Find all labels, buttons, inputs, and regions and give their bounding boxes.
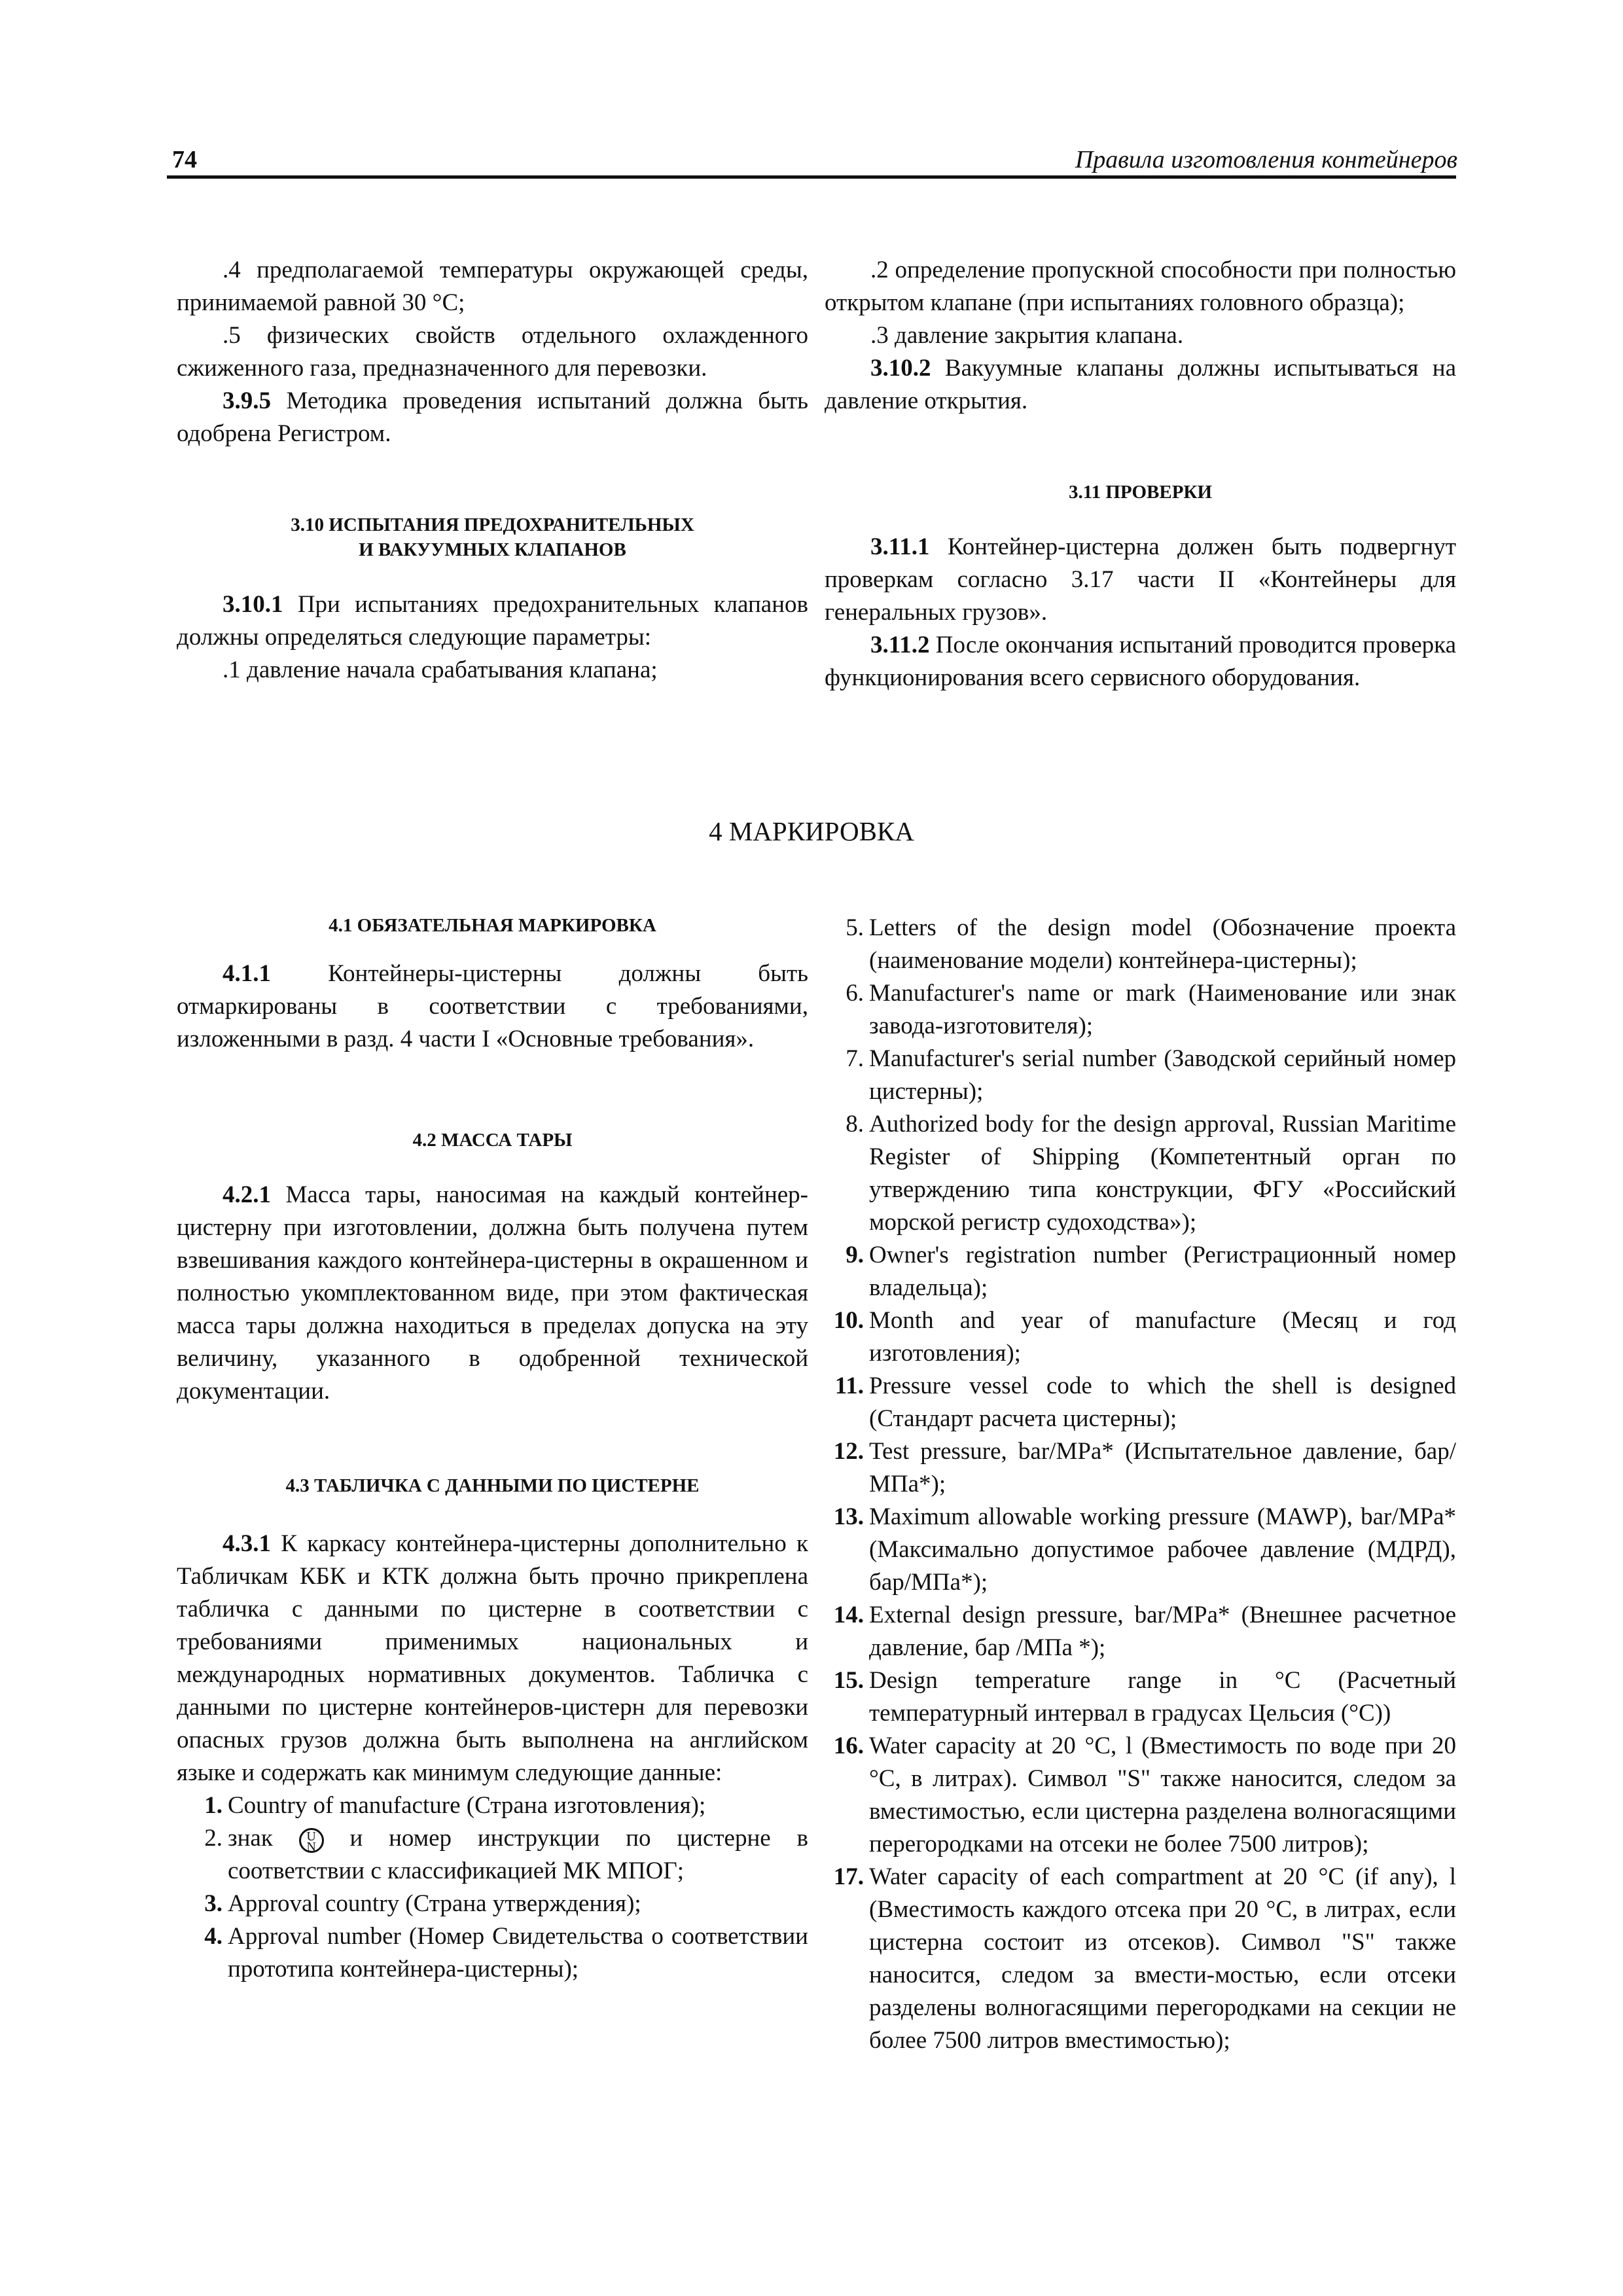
page-number: 74	[172, 146, 197, 173]
top-right-column	[825, 254, 1456, 694]
list-item-text: External design pressure, bar/MPa* (Внешнее расчетное давление, бар /МПа *);	[869, 1602, 1456, 1661]
list-item: 1. Country of manufacture (Страна изготовления);	[204, 1792, 706, 1819]
list-item-number: 17.	[833, 1863, 864, 1890]
paragraph: 3.11.2 После окончания испытаний проводится проверка функционирования всего сервисного оборудования.	[825, 632, 1457, 691]
list-item	[818, 1043, 1456, 1108]
paragraph: .3 давление закрытия клапана.	[870, 322, 1184, 349]
list-item-text: Design temperature range in °C (Расчетный температурный интервал в градусах Цельсия (°С))	[869, 1667, 1456, 1727]
paragraph: .5 физических свойств отдельного охлажденного сжиженного газа, предназначенного для перевозки.	[177, 322, 808, 382]
paragraph: 4.3.1 К каркасу контейнера-цистерны дополнительно к Табличкам КБК и КТК должна быть прочно прикреплена табличка с данными по цистерне в соответствии с требованиями применимых национальных и международных нормативных документов. Табличка с данными по цистерне контейнеров-цистерн для перевозки опасных грузов должна быть выполнена на английском языке и содержать как минимум следующие данные:	[177, 1530, 808, 1786]
list-item-text: Letters of the design model (Обозначение проекта (наименование модели) контейнера-цистерны);	[869, 914, 1456, 974]
list-item	[818, 1304, 1456, 1370]
list-item-number: 8.	[846, 1111, 864, 1138]
section-heading: 3.11 ПРОВЕРКИ	[1068, 482, 1213, 503]
list-item-text: Water capacity of each compartment at 20 °C (if any), l (Вместимость каждого отсека при 20 °С, в литрах, если цистерна состоит из отсеков). Символ "S" также наносится, следом за вмести-мостью, если отсеки разделены волногасящими перегородками на секции не более 7500 литров вместимостью);	[869, 1863, 1456, 2054]
list-item-number: 10.	[833, 1307, 864, 1334]
list-item-number: 5.	[846, 914, 864, 941]
list-item	[818, 1370, 1456, 1435]
list-item-number: 16.	[833, 1732, 864, 1759]
list-item	[818, 1239, 1456, 1304]
list-item: 4. Approval number (Номер Свидетельства о соответствии прототипа контейнера-цистерны);	[204, 1923, 808, 1982]
paragraph: .1 давление начала срабатывания клапана;	[223, 656, 658, 683]
chapter-title: 4 МАРКИРОВКА	[709, 816, 914, 846]
list-item: 2. знак U N и номер инструкции по цистерне в соответствии с классификацией МК МПОГ;	[204, 1825, 808, 1884]
list-item-text: Maximum allowable working pressure (MAWP), bar/MPa* (Максимально допустимое рабочее давление (МДРД), бар/МПа*);	[869, 1503, 1456, 1596]
tank-data-list	[818, 912, 1456, 2057]
list-item-number: 7.	[846, 1045, 864, 1072]
section-heading: 4.3 ТАБЛИЧКА С ДАННЫМИ ПО ЦИСТЕРНЕ	[285, 1475, 700, 1496]
section-heading: 4.2 МАССА ТАРЫ	[412, 1130, 573, 1151]
running-title: Правила изготовления контейнеров	[1075, 146, 1457, 173]
bottom-left-column	[177, 913, 808, 1986]
list-item-number: 9.	[846, 1242, 864, 1268]
list-item-text: Month and year of manufacture (Месяц и год изготовления);	[869, 1307, 1456, 1367]
section-heading: 4.1 ОБЯЗАТЕЛЬНАЯ МАРКИРОВКА	[329, 915, 656, 936]
list-item-text: Owner's registration number (Регистрационный номер владельца);	[869, 1242, 1456, 1301]
list-item	[818, 1730, 1456, 1861]
top-left-column	[177, 254, 808, 687]
list-item-number: 15.	[833, 1667, 864, 1694]
list-item	[818, 1108, 1456, 1239]
list-item-text: Pressure vessel code to which the shell is designed (Стандарт расчета цистерны);	[869, 1372, 1456, 1432]
list-item-number: 11.	[834, 1372, 864, 1399]
section-heading: 3.10 ИСПЫТАНИЯ ПРЕДОХРАНИТЕЛЬНЫХ	[291, 514, 694, 535]
paragraph: 3.10.1 При испытаниях предохранительных клапанов должны определяться следующие параметры:	[177, 591, 808, 651]
paragraph: 3.10.2 Вакуумные клапаны должны испытываться на давление открытия.	[825, 355, 1456, 414]
list-item	[818, 1599, 1456, 1664]
paragraph: .4 предполагаемой температуры окружающей среды, принимаемой равной 30 °С;	[177, 257, 808, 316]
list-item	[818, 1435, 1456, 1501]
list-item-number: 13.	[833, 1503, 864, 1530]
un-packaging-symbol-icon: U N	[299, 1828, 324, 1853]
list-item-text: Authorized body for the design approval, Russian Maritime Register of Shipping (Компетентный орган по утверждению типа конструкции, ФГУ «Российский морской регистр судоходства»);	[869, 1111, 1456, 1236]
list-item	[818, 1501, 1456, 1599]
list-item-number: 12.	[833, 1438, 864, 1465]
paragraph: 4.1.1 Контейнеры-цистерны должны быть отмаркированы в соответствии с требованиями, изложенными в разд. 4 части I «Основные требования».	[177, 960, 808, 1052]
list-item-number: 14.	[833, 1602, 864, 1628]
list-item-text: Test pressure, bar/MPa* (Испытательное давление, бар/МПа*);	[869, 1438, 1456, 1498]
paragraph: 4.2.1 Масса тары, наносимая на каждый контейнер-цистерну при изготовлении, должна быть получена путем взвешивания каждого контейнера-цистерны в окрашенном и полностью укомплектованном виде, при этом фактическая масса тары должна находиться в пределах допуска на эту величину, указанного в одобренной технической документации.	[177, 1181, 808, 1405]
paragraph: 3.9.5 Методика проведения испытаний должна быть одобрена Регистром.	[177, 387, 808, 447]
list-item	[818, 912, 1456, 977]
paragraph: 3.11.1 Контейнер-цистерна должен быть подвергнут проверкам согласно 3.17 части II «Контейнеры для генеральных грузов».	[825, 533, 1456, 626]
list-item-text: Manufacturer's serial number (Заводской серийный номер цистерны);	[869, 1045, 1456, 1105]
list-item	[818, 1664, 1456, 1730]
list-item	[818, 1861, 1456, 2057]
header-rule	[167, 175, 1456, 179]
section-heading: И ВАКУУМНЫХ КЛАПАНОВ	[359, 539, 626, 560]
list-item	[818, 977, 1456, 1043]
list-item-text: Manufacturer's name or mark (Наименование или знак завода-изготовителя);	[869, 980, 1456, 1039]
list-item-text: Water capacity at 20 °C, l (Вместимость по воде при 20 °С, в литрах). Символ "S" также наносится, следом за вместимостью, если цистерна разделена волногасящими перегородками на отсеки не более 7500 литров);	[869, 1732, 1456, 1857]
list-item: 3. Approval country (Страна утверждения);	[204, 1890, 641, 1917]
paragraph: .2 определение пропускной способности при полностью открытом клапане (при испытаниях головного образца);	[825, 257, 1456, 316]
list-item-number: 6.	[846, 980, 864, 1007]
